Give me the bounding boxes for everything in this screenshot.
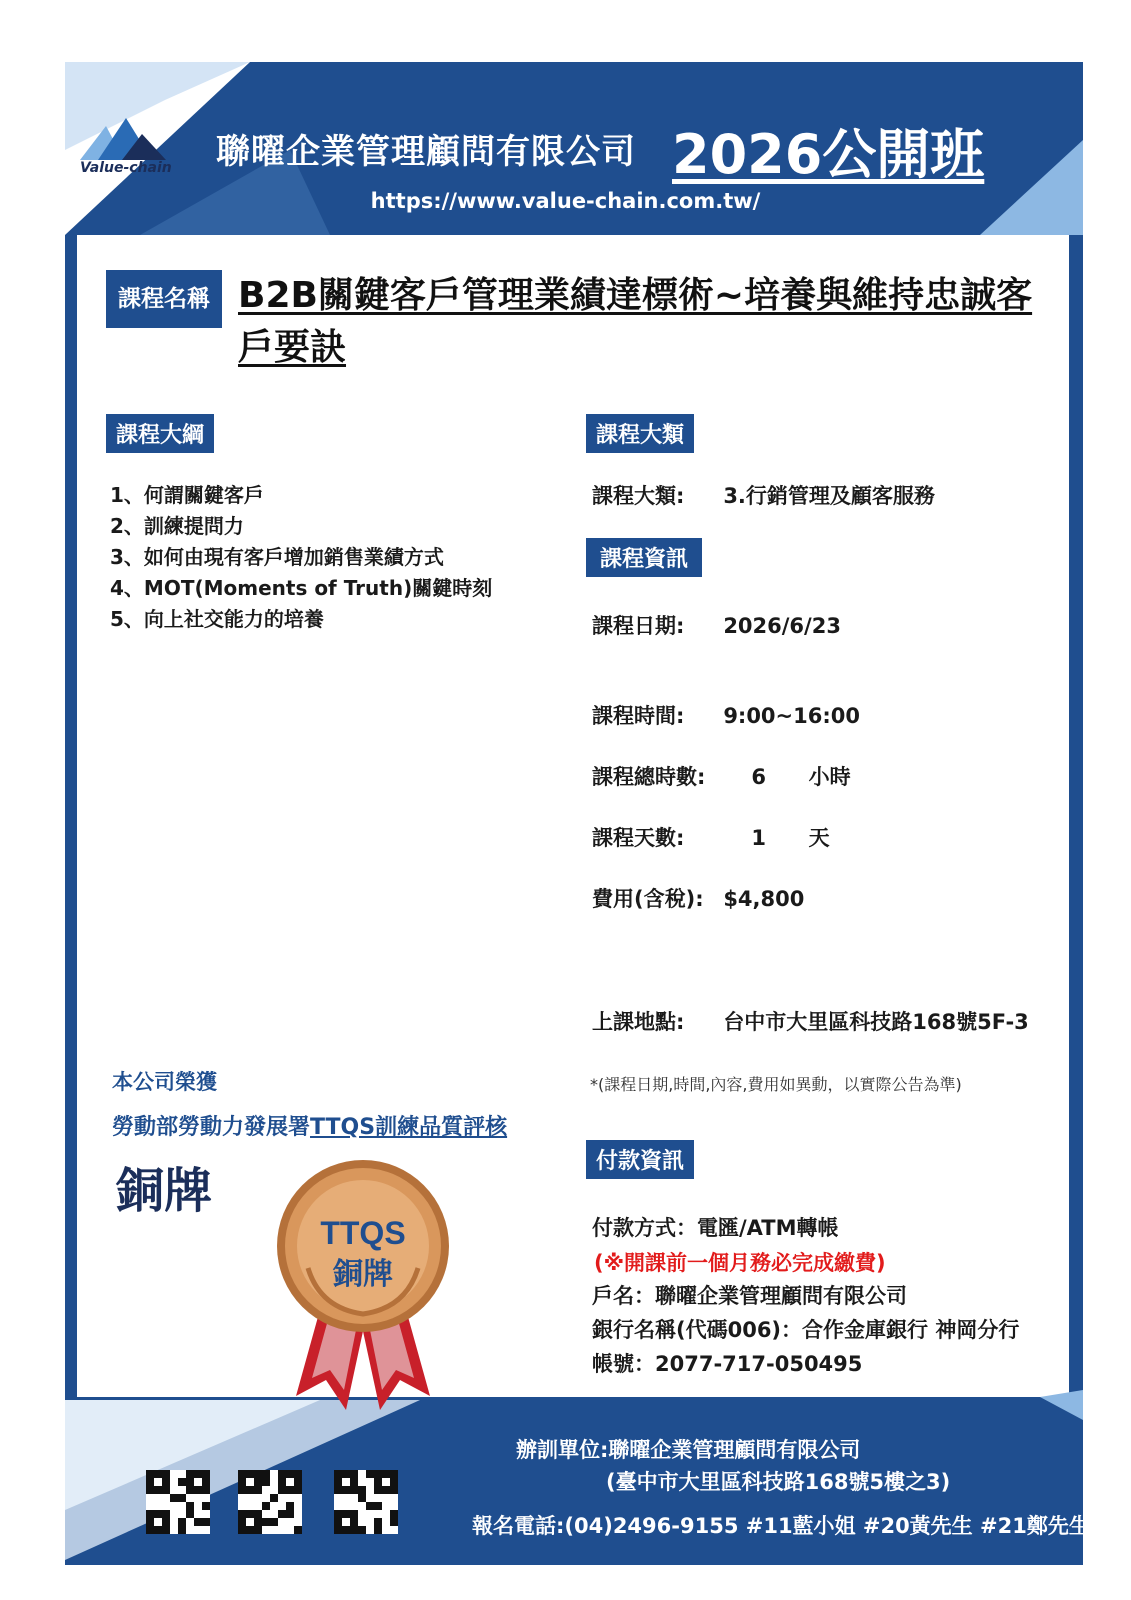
outline-list [110, 480, 492, 635]
category-row [592, 480, 935, 510]
hours-row [592, 761, 851, 791]
date-value: 2026/6/23 [723, 614, 841, 638]
award-line [112, 1110, 507, 1141]
medal-top-text: TTQS [320, 1215, 406, 1251]
payment-method: 付款方式：電匯/ATM轉帳 [592, 1216, 839, 1240]
hours-value: 6 [751, 765, 766, 789]
outline-item: 2、訓練提問力 [110, 514, 244, 538]
company-name: 聯曜企業管理顧問有限公司 [216, 132, 636, 172]
fee-label: 費用(含稅): [592, 887, 704, 911]
category-label: 課程大類: [592, 484, 685, 508]
days-label: 課程天數: [592, 826, 685, 850]
outline-item: 5、向上社交能力的培養 [110, 607, 324, 631]
time-row [592, 700, 860, 730]
location-row [592, 1006, 1029, 1036]
change-note: *(課程日期,時間,內容,費用如異動，以實際公告為準) [590, 1075, 962, 1094]
qr-code-icon[interactable] [238, 1470, 302, 1534]
website-url[interactable]: https://www.value-chain.com.tw/ [370, 189, 761, 213]
medal-bottom-text: 銅牌 [333, 1257, 393, 1292]
class-year-title: 2026公開班 [672, 123, 985, 186]
ttqs-link[interactable]: TTQS訓練品質評核 [310, 1115, 508, 1140]
registration-phone: 報名電話:(04)2496-9155 #11藍小姐 #20黃先生 #21鄭先生 [472, 1514, 1090, 1538]
award-intro: 本公司榮獲 [112, 1070, 217, 1094]
fee-value: $4,800 [723, 887, 805, 911]
course-name-tag: 課程名稱 [106, 270, 222, 328]
organizer: 辦訓單位:聯曜企業管理顧問有限公司 [516, 1438, 861, 1462]
logo-text: Value-chain [80, 160, 172, 176]
account-number: 帳號：2077-717-050495 [592, 1352, 863, 1376]
date-row [592, 610, 841, 640]
outline-tag: 課程大綱 [106, 414, 214, 453]
award-line-prefix: 勞動部勞動力發展署 [112, 1115, 311, 1140]
payment-tag: 付款資訊 [586, 1140, 694, 1179]
category-tag: 課程大類 [586, 414, 694, 453]
info-tag: 課程資訊 [586, 538, 702, 577]
award-level: 銅牌 [116, 1163, 213, 1219]
bronze-medal-icon [268, 1158, 458, 1418]
outline-item: 3、如何由現有客戶增加銷售業績方式 [110, 545, 444, 569]
account-name: 戶名：聯曜企業管理顧問有限公司 [592, 1284, 907, 1308]
time-label: 課程時間: [592, 704, 685, 728]
payment-warning: (※開課前一個月務必完成繳費) [594, 1251, 886, 1275]
content-panel [77, 235, 1069, 1397]
qr-code-icon[interactable] [334, 1470, 398, 1534]
date-label: 課程日期: [592, 614, 685, 638]
category-value: 3.行銷管理及顧客服務 [723, 484, 935, 508]
bank-name: 銀行名稱(代碼006)：合作金庫銀行 神岡分行 [592, 1318, 1020, 1342]
days-unit: 天 [808, 826, 830, 850]
hours-unit: 小時 [808, 765, 851, 789]
time-value: 9:00~16:00 [723, 704, 860, 728]
hours-label: 課程總時數: [592, 765, 706, 789]
fee-row [592, 883, 804, 913]
days-value: 1 [751, 826, 766, 850]
qr-code-icon[interactable] [146, 1470, 210, 1534]
outline-item: 1、何謂關鍵客戶 [110, 483, 264, 507]
location-label: 上課地點: [592, 1010, 685, 1034]
course-title: B2B關鍵客戶管理業績達標術~培養與維持忠誠客戶要訣 [238, 275, 1033, 368]
location-value: 台中市大里區科技路168號5F-3 [723, 1010, 1029, 1034]
days-row [592, 822, 830, 852]
outline-item: 4、MOT(Moments of Truth)關鍵時刻 [110, 576, 493, 600]
organizer-address: (臺中市大里區科技路168號5樓之3) [606, 1470, 951, 1494]
